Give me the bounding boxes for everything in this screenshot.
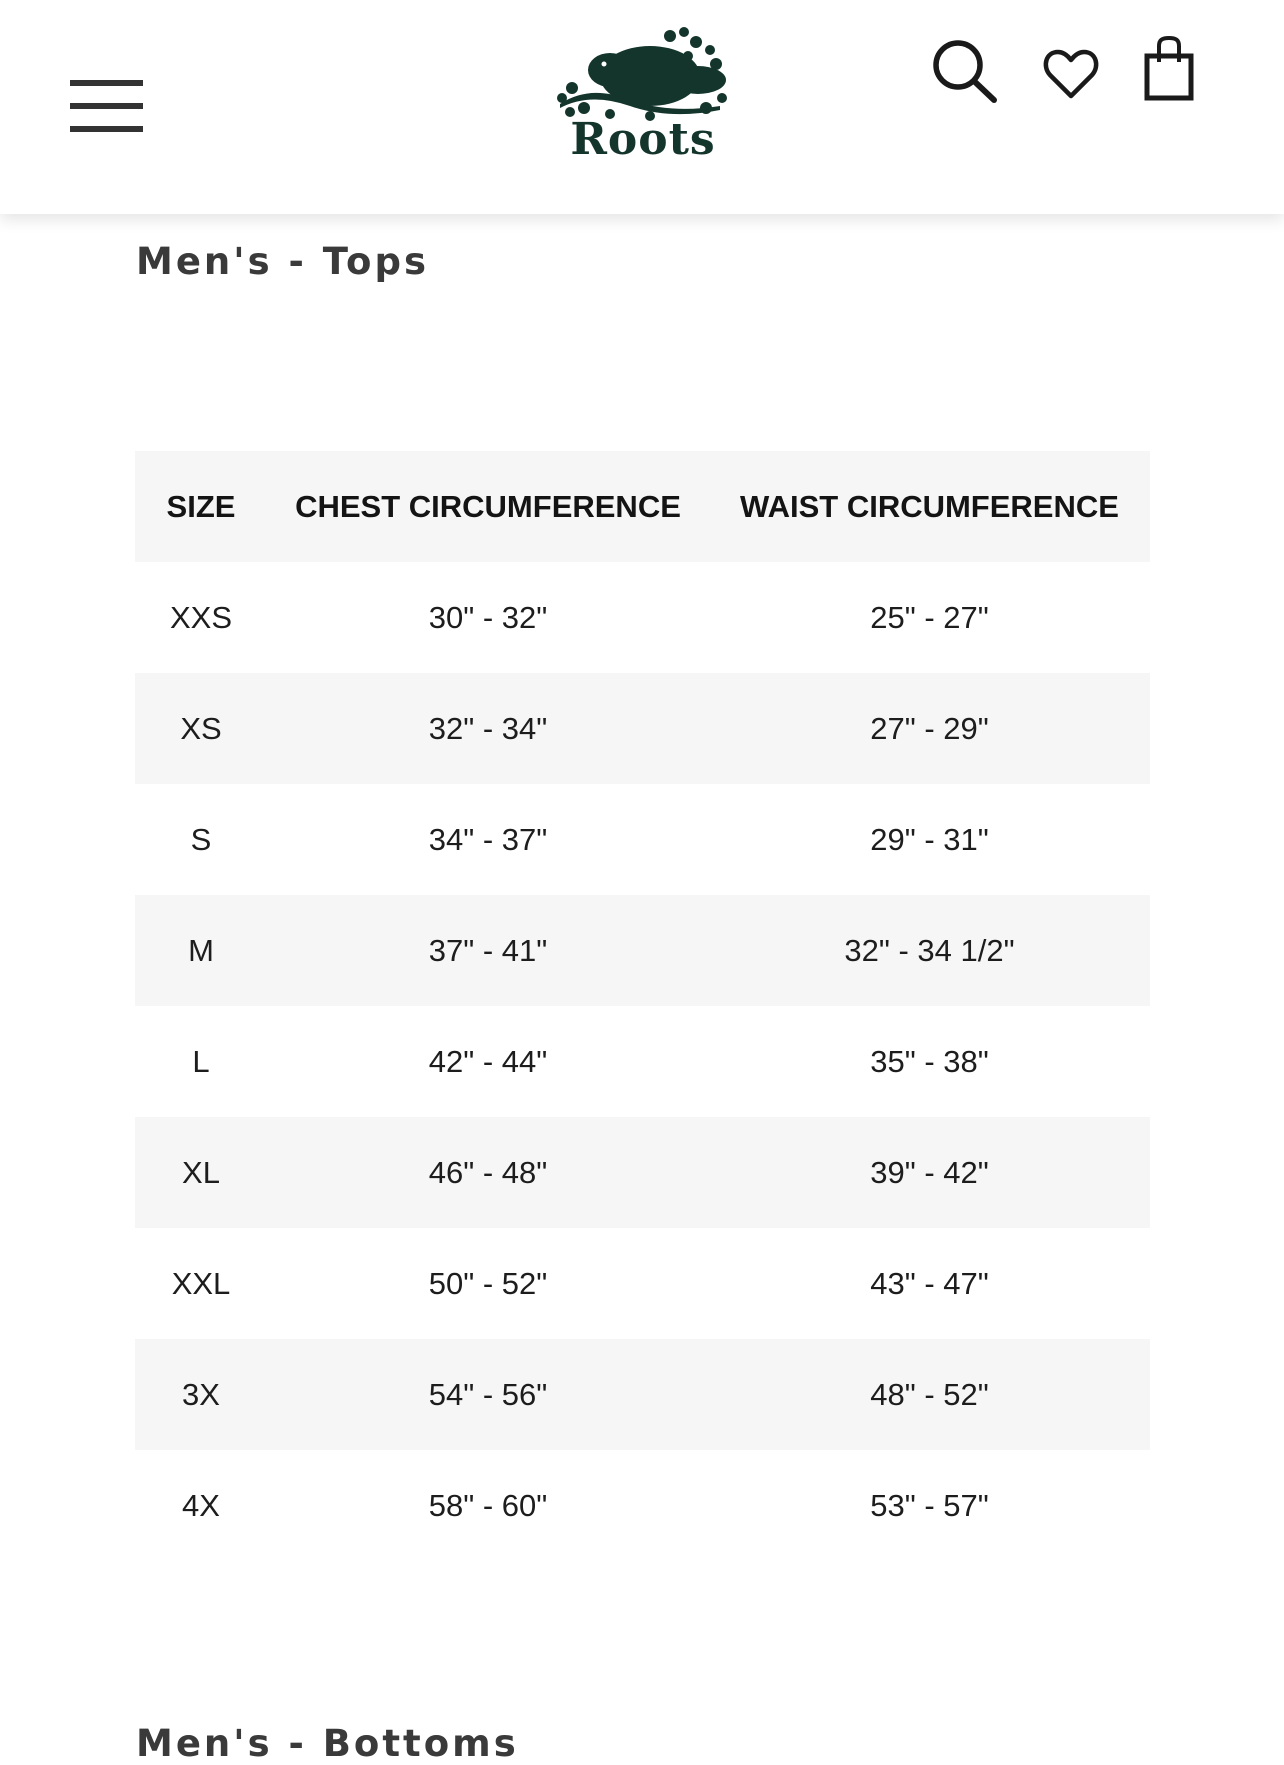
table-row: [135, 1339, 1150, 1450]
waist-cell: 48" - 52": [709, 1339, 1150, 1450]
chest-cell: 50" - 52": [428, 1265, 548, 1301]
chest-cell: 34" - 37": [428, 821, 548, 857]
waist-cell: 32" - 34 1/2": [709, 895, 1150, 1006]
search-icon: [930, 38, 1000, 104]
menu-icon-bar-middle: [70, 103, 143, 109]
table-row: [135, 1450, 1150, 1561]
size-cell: XXS: [169, 599, 233, 635]
column-header-waist: WAIST CIRCUMFERENCE: [709, 451, 1150, 562]
site-header: [0, 0, 1284, 214]
cart-button[interactable]: [1143, 36, 1197, 102]
next-section-title: Men's - Bottoms: [136, 1722, 519, 1765]
chest-cell: 54" - 56": [267, 1339, 709, 1450]
table-row: [135, 562, 1150, 673]
table-row: [135, 1006, 1150, 1117]
waist-cell: 43" - 47": [870, 1265, 989, 1301]
table-row: [135, 895, 1150, 1006]
shopping-bag-icon: [1143, 36, 1197, 102]
waist-cell: 25" - 27": [870, 599, 989, 635]
size-cell: L: [192, 1043, 210, 1079]
menu-icon-bar-bottom: [70, 126, 143, 132]
size-cell: XXL: [171, 1265, 231, 1301]
size-chart-table: [135, 451, 1150, 1561]
table-row: [135, 1228, 1150, 1339]
brand-name: Roots: [570, 114, 716, 165]
column-header-size: SIZE: [135, 451, 267, 562]
waist-cell: 27" - 29": [709, 673, 1150, 784]
size-cell: S: [190, 821, 212, 857]
table-row: [135, 1117, 1150, 1228]
table-row: [135, 784, 1150, 895]
roots-logo[interactable]: [550, 24, 736, 164]
waist-cell: 39" - 42": [709, 1117, 1150, 1228]
chest-cell: 42" - 44": [428, 1043, 548, 1079]
beaver-icon: [550, 24, 736, 124]
chest-cell: 46" - 48": [267, 1117, 709, 1228]
waist-cell: 29" - 31": [870, 821, 989, 857]
chest-cell: 30" - 32": [428, 599, 548, 635]
size-cell: 4X: [182, 1487, 220, 1523]
size-cell: XS: [135, 673, 267, 784]
heart-icon: [1043, 48, 1099, 100]
section-title: Men's - Tops: [136, 240, 429, 283]
waist-cell: 53" - 57": [870, 1487, 989, 1523]
waist-cell: 35" - 38": [870, 1043, 989, 1079]
column-header-chest: CHEST CIRCUMFERENCE: [267, 451, 709, 562]
size-cell: XL: [135, 1117, 267, 1228]
menu-button[interactable]: [70, 78, 144, 132]
table-header-row: [135, 451, 1150, 562]
size-cell: M: [135, 895, 267, 1006]
chest-cell: 58" - 60": [428, 1487, 548, 1523]
size-cell: 3X: [135, 1339, 267, 1450]
wishlist-button[interactable]: [1043, 48, 1099, 100]
menu-icon-bar-top: [70, 80, 143, 86]
chest-cell: 37" - 41": [267, 895, 709, 1006]
chest-cell: 32" - 34": [267, 673, 709, 784]
table-row: [135, 673, 1150, 784]
search-button[interactable]: [930, 38, 1000, 104]
